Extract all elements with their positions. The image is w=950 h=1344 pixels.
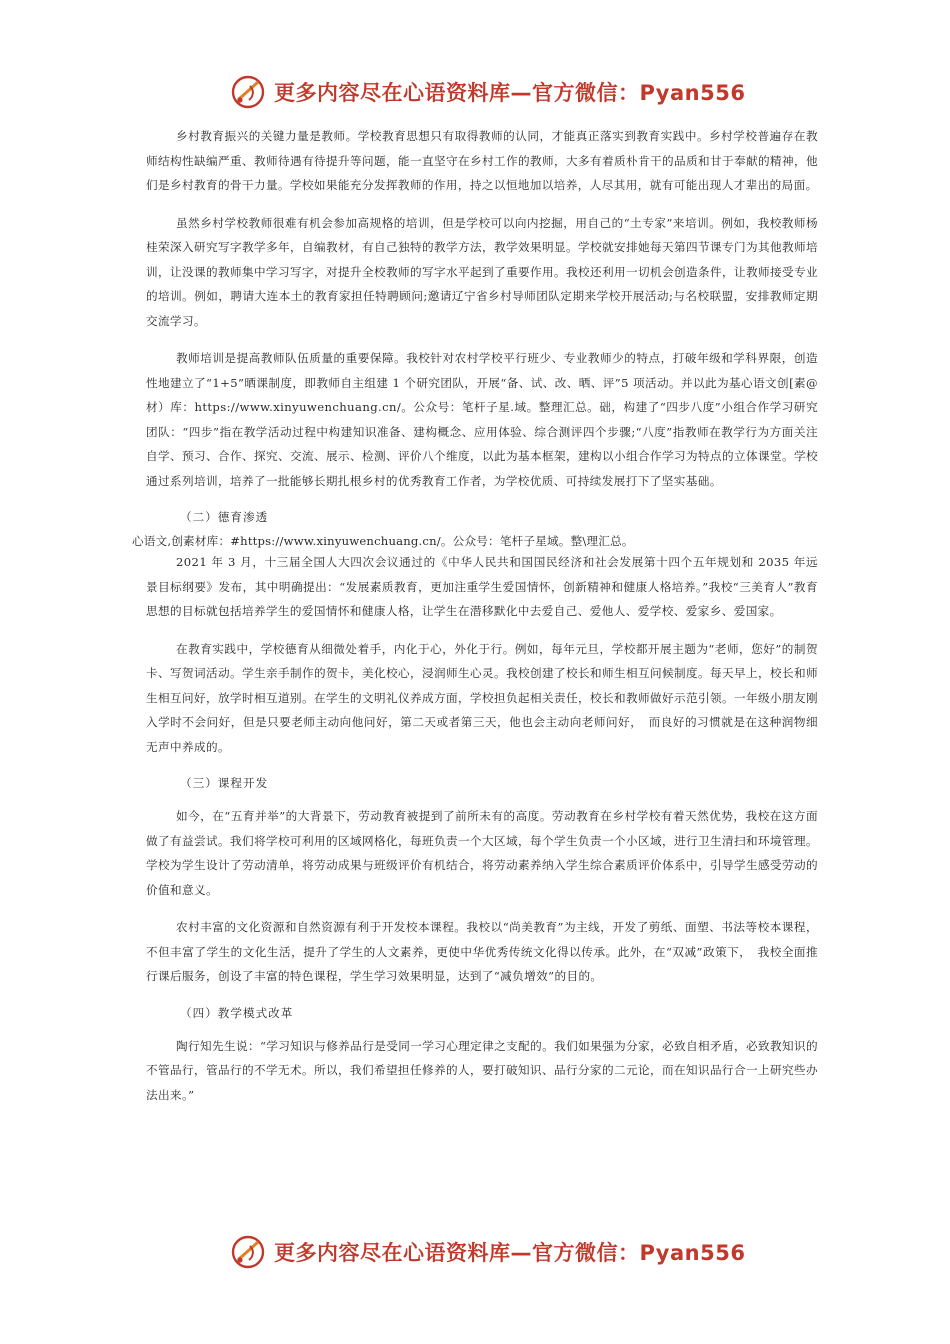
- header-banner-text: 更多内容尽在心语资料库—官方微信：Pyan556: [274, 81, 746, 105]
- brand-logo-icon: [228, 1232, 268, 1272]
- section-heading-teaching-reform: （四）教学模式改革: [180, 1005, 294, 1020]
- brand-logo-icon: [228, 72, 268, 112]
- footer-banner-text: 更多内容尽在心语资料库—官方微信：Pyan556: [274, 1241, 746, 1265]
- source-note: 心语文,创素材库：#https://www.xinyuwenchuang.cn/。公众号：笔杆子星域。整\理汇总。: [132, 534, 634, 548]
- paragraph: 乡村教育振兴的关键力量是教师。学校教育思想只有取得教师的认同，才能真正落实到教育实践中。乡村学校普遍存在教师结构性缺编严重、教师待遇有待提升等问题，能一直坚守在乡村工作的教师，大多有着质朴肯干的品质和甘于奉献的精神，他们是乡村教育的骨干力量。学校如果能充分发挥教师的作用，持之以恒地加以培养，人尽其用，就有可能出现人才辈出的局面。: [146, 129, 818, 192]
- paragraph: 如今，在“五育并举”的大背景下，劳动教育被提到了前所未有的高度。劳动教育在乡村学校有着天然优势，我校在这方面做了有益尝试。我们将学校可利用的区域网格化，每班负责一个大区域，每个学生负责一个小区域，进行卫生清扫和环境管理。学校为学生设计了劳动清单，将劳动成果与班级评价有机结合，将劳动素养纳入学生综合素质评价体系中，引导学生感受劳动的价值和意义。: [146, 809, 818, 897]
- section-heading-curriculum: （三）课程开发: [180, 776, 269, 790]
- document-body: [132, 124, 818, 1120]
- footer-banner: [228, 1232, 745, 1272]
- section-heading-moral-education: （二）德育渗透: [180, 510, 269, 524]
- paragraph: 在教育实践中，学校德育从细微处着手，内化于心，外化于行。例如，每年元旦，学校都开展主题为“老师，您好”的制贺卡、写贺词活动。学生亲手制作的贺卡，美化校⼼，浸润师生心灵。我校创建了校长和师生相互问候制度。每天早上，校长和师生相互问好，放学时相互道别。在学生的文明礼仪养成方面，学校担负起相关责任，校长和教师做好示范引领。一年级小朋友刚入学时不会问好，但是只要老师主动向他问好，第二天或者第三天，他也会主动向老师问好， 而良好的习惯就是在这种润物细无声中养成的。: [146, 641, 818, 754]
- paragraph: 农村丰富的文化资源和自然资源有利于开发校本课程。我校以“尚美教育”为主线，开发了剪纸、面塑、书法等校本课程，不但丰富了学生的文化生活，提升了学生的人文素养，更使中华优秀传统文化得以传承。此外，在“双减”政策下， 我校全面推行课后服务，创设了丰富的特色课程，学生学习效果明显，达到了“减负增效”的目的。: [146, 920, 818, 983]
- paragraph: 2021 年 3 月，十三届全国人大四次会议通过的《中华人民共和国国民经济和社会发展第十四个五年规划和 2035 年远景目标纲要》发布，其中明确提出：“发展素质教育，更加注重学生爱国情怀，创新精神和健康人格培养。”我校“三美育人”教育思想的目标就包括培养学生的爱国情怀和健康人格，让学生在潜移默化中去爱自己、爱他人、爱学校、爱家乡、爱国家。: [146, 555, 818, 618]
- paragraph: 陶行知先生说：“学习知识与修养品行是受同一学习心理定律之支配的。我们如果强为分家，必致自相矛盾，必致教知识的不管品行，管品行的不学无术。所以，我们希望担任修养的人，要打破知识、品行分家的二元论，而在知识品行合一上研究些办法出来。”: [146, 1038, 818, 1102]
- paragraph: 虽然乡村学校教师很难有机会参加高规格的培训，但是学校可以向内挖掘，用自己的“土专家”来培训。例如，我校教师杨桂荣深入研究写字教学多年，自编教材，有自己独特的教学方法，教学效果明显。学校就安排她每天第四节课专门为其他教师培训，让没课的教师集中学习写字，对提升全校教师的写字水平起到了重要作用。我校还利用一切机会创造条件，让教师接受专业的培训。例如，聘请大连本土的教育家担任特聘顾问;邀请辽宁省乡村导师团队定期来学校开展活动;与名校联盟，安排教师定期交流学习。: [146, 215, 818, 328]
- header-banner: [228, 72, 745, 112]
- paragraph: 教师培训是提高教师队伍质量的重要保障。我校针对农村学校平行班少、专业教师少的特点，打破年级和学科界限，创造性地建立了“1+5”晒课制度，即教师自主组建 1 个研究团队，开展“备、试、改、晒、评”5 项活动。并以此为基心语文创[素@材）库：https://www.xinyuwenchuang.cn/。公众号：笔杆子星.域。整理汇总。础，构建了“四步八度”小组合作学习研究团队：“四步”指在教学活动过程中构建知识准备、建构概念、应用体验、综合测评四个步骤;“八度”指教师在教学行为方面关注自学、预习、合作、探究、交流、展示、检测、评价八个维度，以此为基本框架，建构以小组合作学习为特点的立体课堂。学校通过系列培训，培养了一批能够长期扎根乡村的优秀教育工作者，为学校优质、可持续发展打下了坚实基础。: [146, 351, 818, 488]
